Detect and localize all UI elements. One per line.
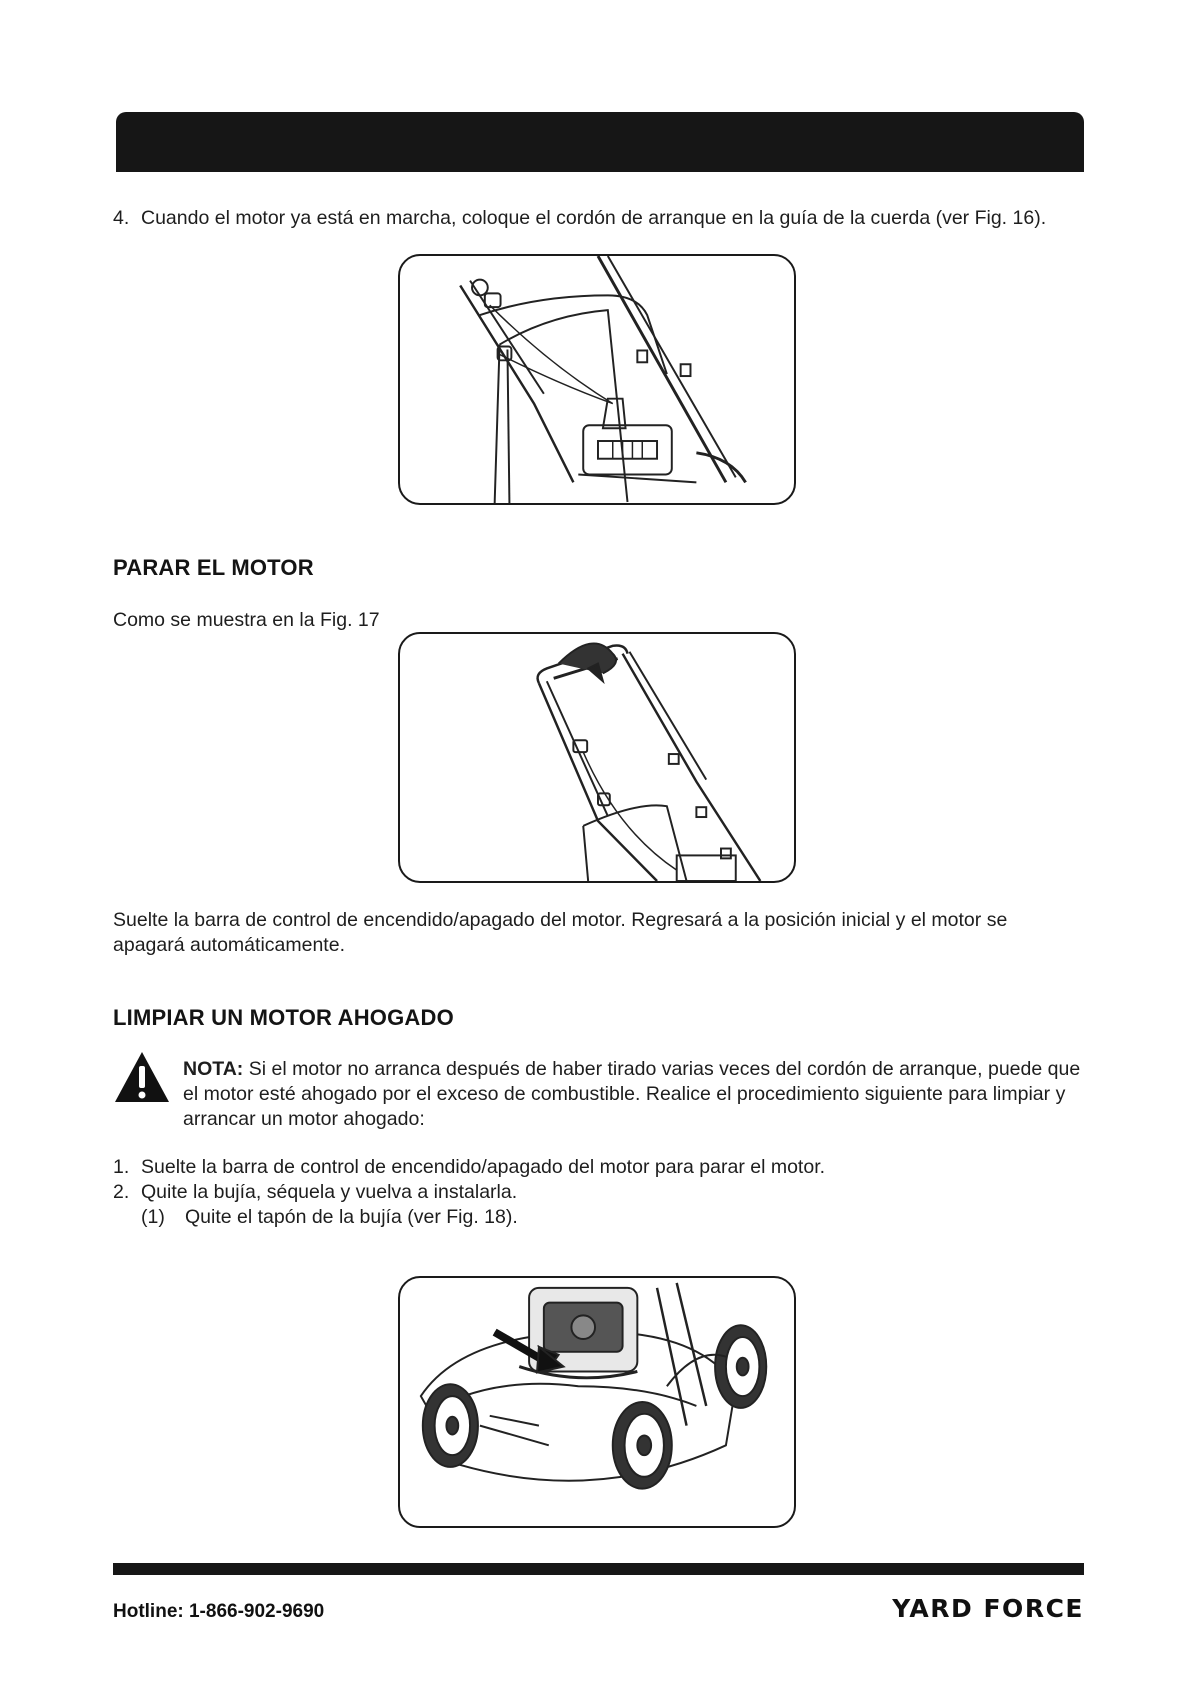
flooded-step-2 xyxy=(113,1180,1073,1205)
figure-17-release-bar xyxy=(398,632,796,883)
step-number: 1. xyxy=(113,1156,130,1178)
substep-number: (1) xyxy=(141,1206,165,1228)
heading-stop-engine: PARAR EL MOTOR xyxy=(113,555,314,580)
note-paragraph xyxy=(183,1057,1088,1132)
step-4-number: 4. xyxy=(113,207,130,229)
note-text: Si el motor no arranca después de haber tirado varias veces del cordón de arranque, puede que el motor esté ahogado por el exceso de combustible. Realice el procedimiento siguiente para limpiar y arrancar un motor ahogado: xyxy=(183,1058,1081,1130)
flooded-step-1 xyxy=(113,1155,1073,1180)
footer-bar xyxy=(113,1563,1084,1575)
figure-18-spark-plug xyxy=(398,1276,796,1528)
step-text: Suelte la barra de control de encendido/apagado del motor para parar el motor. xyxy=(141,1156,826,1178)
warning-triangle-icon xyxy=(113,1050,171,1104)
note-label: NOTA: xyxy=(183,1058,244,1080)
header-bar xyxy=(116,112,1084,172)
figure-16-rope-guide xyxy=(398,254,796,505)
flooded-substep-1 xyxy=(141,1205,1071,1230)
step-4-text: Cuando el motor ya está en marcha, coloque el cordón de arranque en la guía de la cuerda (ver Fig. 16). xyxy=(141,207,1047,229)
stop-intro: Como se muestra en la Fig. 17 xyxy=(113,609,380,631)
hotline: Hotline: 1-866-902-9690 xyxy=(113,1601,325,1622)
heading-flooded-engine: LIMPIAR UN MOTOR AHOGADO xyxy=(113,1005,454,1030)
substep-text: Quite el tapón de la bujía (ver Fig. 18). xyxy=(185,1206,518,1228)
stop-body: Suelte la barra de control de encendido/apagado del motor. Regresará a la posición inicial y el motor se apagará automáticamente. xyxy=(113,909,1008,956)
step-4 xyxy=(113,206,1093,231)
brand-logo: YARD FORCE xyxy=(892,1594,1084,1623)
step-number: 2. xyxy=(113,1181,130,1203)
step-text: Quite la bujía, séquela y vuelva a instalarla. xyxy=(141,1181,518,1203)
